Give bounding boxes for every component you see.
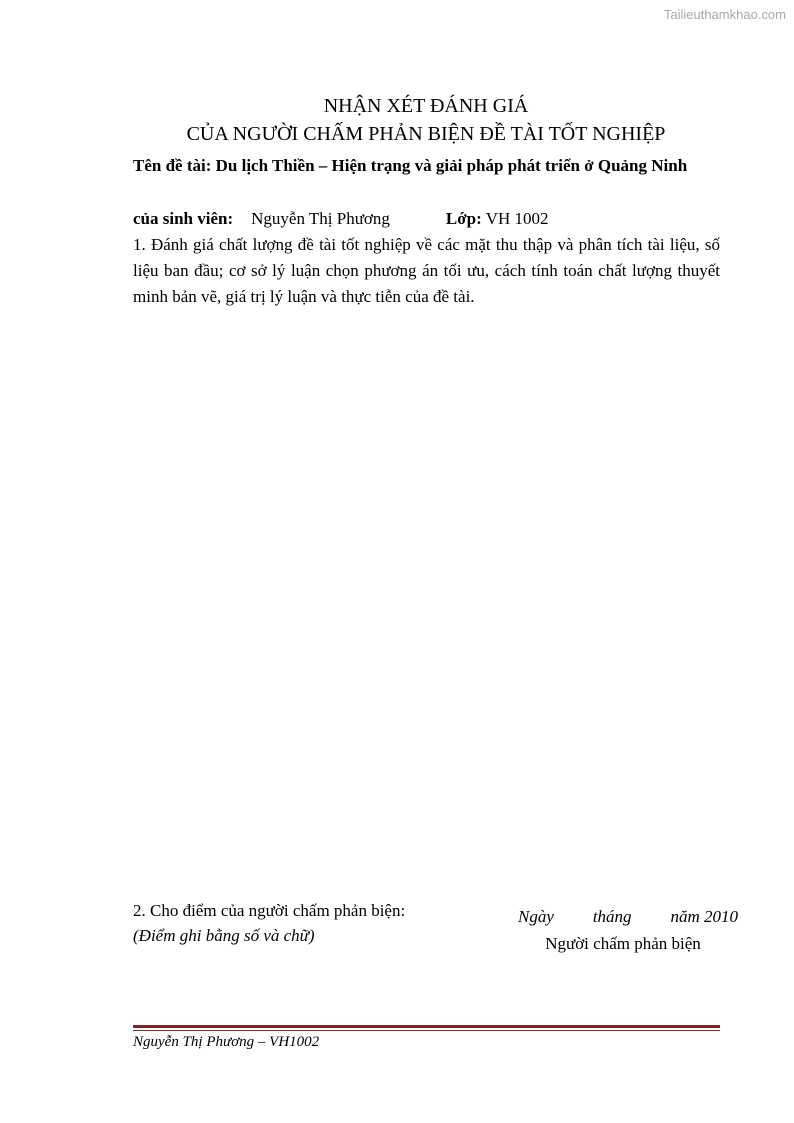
section-2-heading: 2. Cho điểm của người chấm phản biện: (133, 901, 406, 920)
watermark-text: Tailieuthamkhao.com (663, 7, 786, 22)
footer-rule-thin (133, 1030, 720, 1031)
date-line (518, 903, 738, 930)
footer-rule-thick (133, 1025, 720, 1028)
student-line (133, 206, 720, 232)
class-value: VH 1002 (485, 209, 549, 228)
section-2-note: (Điểm ghi bằng số và chữ) (133, 926, 315, 945)
footer-text: Nguyễn Thị Phương – VH1002 (133, 1034, 320, 1050)
document-subtitle: CỦA NGƯỜI CHẤM PHẢN BIỆN ĐỀ TÀI TỐT NGHIỆP (186, 123, 666, 145)
topic-line: Tên đề tài: Du lịch Thiền – Hiện trạng và giải pháp phát triển ở Quảng Ninh (133, 156, 688, 175)
class-label: Lớp: (445, 209, 482, 228)
date-year: năm 2010 (670, 907, 738, 926)
student-name: Nguyễn Thị Phương (251, 209, 390, 228)
section-1-text: 1. Đánh giá chất lượng đề tài tốt nghiệp về các mặt thu thập và phân tích tài liệu, số liệu ban đầu; cơ sở lý luận chọn phương án tối ưu, cách tính toán chất lượng thuyết minh bản vẽ, giá trị lý luận và thực tiễn của đề tài. (133, 235, 720, 306)
signature-block (518, 903, 738, 957)
document-title: NHẬN XÉT ĐÁNH GIÁ (323, 95, 529, 117)
date-month: tháng (592, 907, 632, 926)
student-label: của sinh viên: (133, 209, 234, 228)
reviewer-role: Người chấm phản biện (545, 934, 701, 953)
date-day: Ngày (518, 907, 554, 926)
section-2 (133, 898, 473, 948)
